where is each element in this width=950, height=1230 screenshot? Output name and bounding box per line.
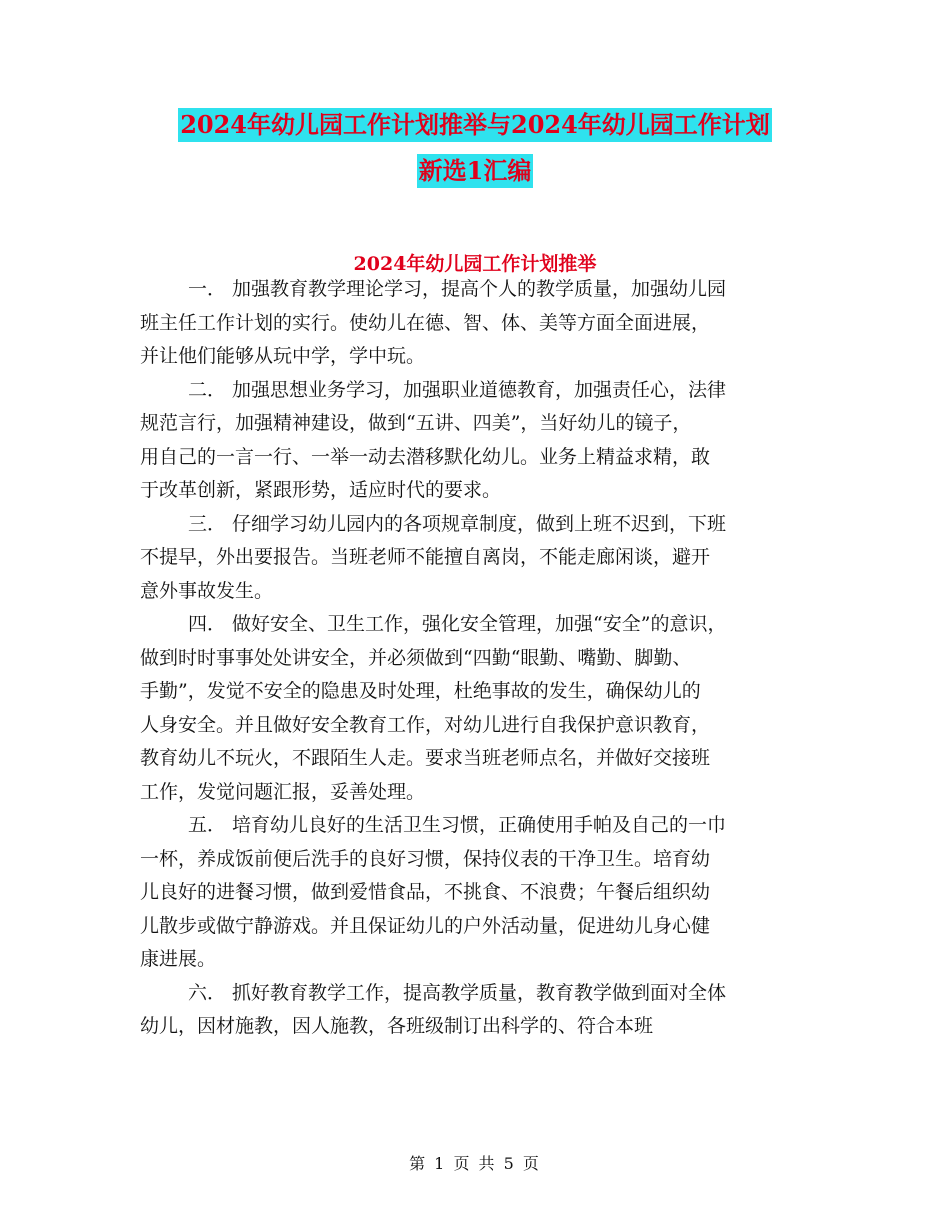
text-line: 一． 加强教育教学理论学习，提高个人的教学质量，加强幼儿园 — [188, 278, 727, 300]
text-line: 儿良好的进餐习惯，做到爱惜食品，不挑食、不浪费；午餐后组织幼 — [140, 881, 711, 903]
text-line: 人身安全。并且做好安全教育工作，对幼儿进行自我保护意识教育， — [140, 713, 711, 736]
title-line-2: 新选1汇编 — [417, 154, 534, 188]
text-line: 并让他们能够从玩中学，学中玩。 — [140, 345, 426, 367]
text-line: 三． 仔细学习幼儿园内的各项规章制度，做到上班不迟到，下班 — [188, 512, 727, 535]
text-line: 不提早，外出要报告。当班老师不能擅自离岗，不能走廊闲谈，避开 — [140, 546, 711, 568]
text-line: 意外事故发生。 — [140, 579, 274, 602]
text-line: 六． 抓好教育教学工作，提高教学质量，教育教学做到面对全体 — [188, 981, 727, 1004]
title-line-1: 2024年幼儿园工作计划推举与2024年幼儿园工作计划 — [178, 108, 772, 142]
text-line: 做到时时事事处处讲安全，并必须做到“四勤“眼勤、嘴勤、脚勤、 — [140, 646, 692, 669]
text-line: 康进展。 — [140, 948, 217, 970]
paragraph-2 — [140, 374, 820, 508]
text-line: 一杯，养成饭前便后洗手的良好习惯，保持仪表的干净卫生。培育幼 — [140, 847, 711, 870]
text-line: 用自己的一言一行、一举一动去潜移默化幼儿。业务上精益求精，敢 — [140, 445, 711, 468]
text-line: 于改革创新，紧跟形势，适应时代的要求。 — [140, 479, 502, 501]
text-line: 班主任工作计划的实行。使幼儿在德、智、体、美等方面全面进展， — [140, 311, 711, 334]
text-line: 幼儿，因材施教，因人施教，各班级制订出科学的、符合本班 — [140, 1015, 654, 1037]
paragraph-6 — [140, 977, 820, 1044]
page-footer: 第 1 页 共 5 页 — [409, 1154, 541, 1173]
document-body — [140, 273, 820, 1044]
section-heading: 2024年幼儿园工作计划推举 — [353, 253, 597, 275]
text-line: 四． 做好安全、卫生工作，强化安全管理，加强“安全”的意识， — [188, 613, 727, 635]
text-line: 教育幼儿不玩火，不跟陌生人走。要求当班老师点名，并做好交接班 — [140, 747, 711, 769]
text-line: 工作，发觉问题汇报，妥善处理。 — [140, 780, 426, 803]
text-line: 五． 培育幼儿良好的生活卫生习惯，正确使用手帕及自己的一巾 — [188, 814, 727, 836]
paragraph-5 — [140, 809, 820, 977]
text-line: 二． 加强思想业务学习，加强职业道德教育，加强责任心，法律 — [188, 378, 727, 401]
paragraph-1 — [140, 273, 820, 374]
document-title — [0, 108, 950, 200]
text-line: 规范言行，加强精神建设，做到“五讲、四美”，当好幼儿的镜子， — [140, 412, 692, 434]
paragraph-4 — [140, 608, 820, 809]
paragraph-3 — [140, 508, 820, 609]
text-line: 儿散步或做宁静游戏。并且保证幼儿的户外活动量，促进幼儿身心健 — [140, 914, 711, 937]
text-line: 手勤”，发觉不安全的隐患及时处理，杜绝事故的发生，确保幼儿的 — [140, 680, 701, 702]
